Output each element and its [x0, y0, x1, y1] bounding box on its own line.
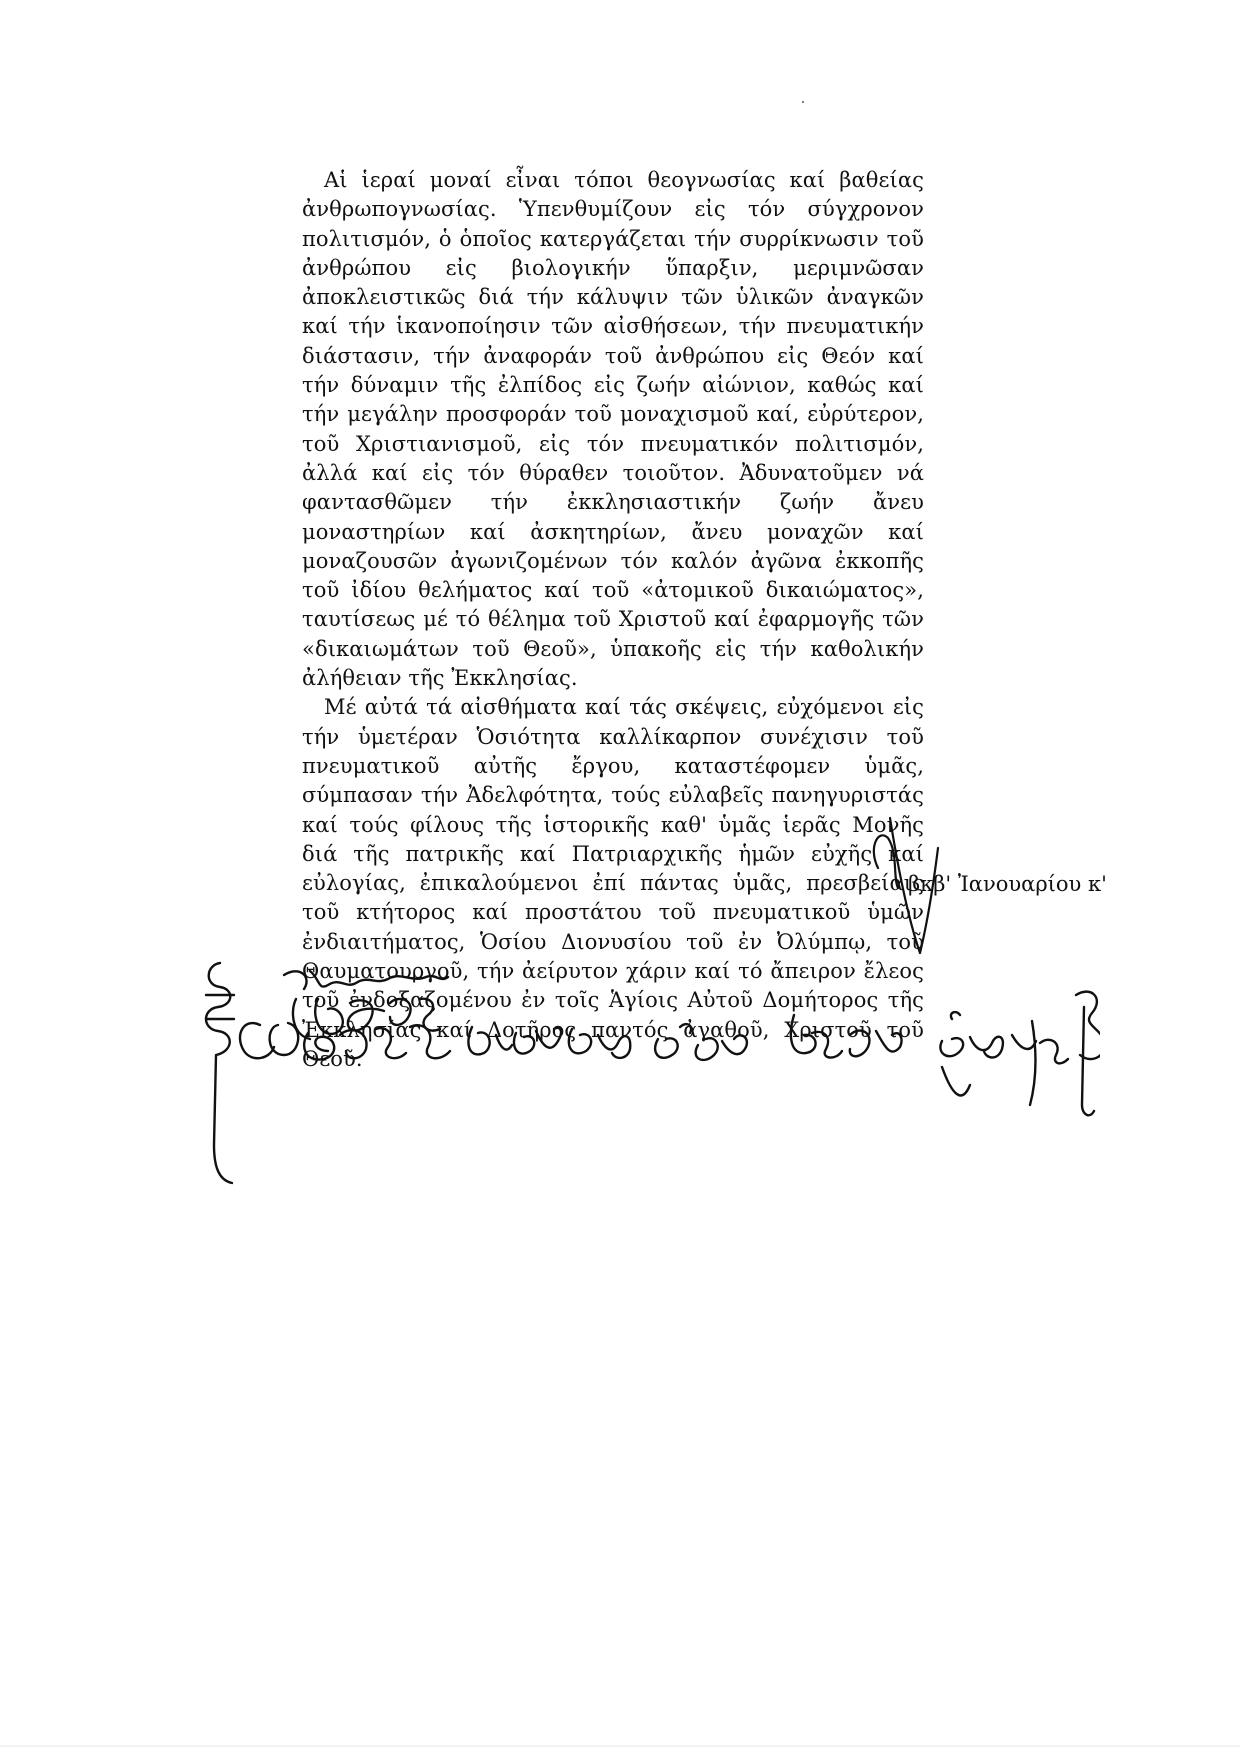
handwritten-signature	[200, 955, 1100, 1195]
scan-bottom-edge	[0, 1745, 1240, 1747]
paragraph-1: Αἱ ἱεραί μοναί εἶναι τόποι θεογνωσίας καί βαθείας ἀνθρωπογνωσίας. Ὑπενθυμίζουν εἰς τόν σύγχρονον πολιτισμόν, ὁ ὁποῖος κατεργάζεται τήν συρρίκνωσιν τοῦ ἀνθρώπου εἰς βιολογικήν ὕπαρξιν, μεριμνῶσαν ἀποκλειστικῶς διά τήν κάλυψιν τῶν ὑλικῶν ἀναγκῶν καί τήν ἱκανοποίησιν τῶν αἰσθήσεων, τήν πνευματικήν διάστασιν, τήν ἀναφοράν τοῦ ἀνθρώπου εἰς Θεόν καί τήν δύναμιν τῆς ἐλπίδος εἰς ζωήν αἰώνιον, καθώς καί τήν μεγάλην προσφοράν τοῦ μοναχισμοῦ καί, εὐρύτερον, τοῦ Χριστιανισμοῦ, εἰς τόν πνευματικόν πολιτισμόν, ἀλλά καί εἰς τόν θύραθεν τοιοῦτον. Ἀδυνατοῦμεν νά φαντασθῶμεν τήν ἐκκλησιαστικήν ζωήν ἄνευ μοναστηρίων καί ἀσκητηρίων, ἄνευ μοναχῶν καί μοναζουσῶν ἀγωνιζομένων τόν καλόν ἀγῶνα ἐκκοπῆς τοῦ ἰδίου θελήματος καί τοῦ «ἀτομικοῦ δικαιώματος», ταυτίσεως μέ τό θέλημα τοῦ Χριστοῦ καί ἐφαρμογῆς τῶν «δικαιωμάτων τοῦ Θεοῦ», ὑπακοῆς εἰς τήν καθολικήν ἀλήθειαν τῆς Ἐκκλησίας.	[302, 168, 924, 691]
letter-body	[302, 166, 924, 1074]
letter-date: βκβ' Ἰανουαρίου κ'	[908, 872, 1107, 896]
paragraph-2: Μέ αὐτά τά αἰσθήματα καί τάς σκέψεις, εὐχόμενοι εἰς τήν ὑμετέραν Ὁσιότητα καλλίκαρπον συνέχισιν τοῦ πνευματικοῦ αὐτῆς ἔργου, καταστέφομεν ὑμᾶς, σύμπασαν τήν Ἀδελφότητα, τούς εὐλαβεῖς πανηγυριστάς καί τούς φίλους τῆς ἱστορικῆς καθ' ὑμᾶς ἱερᾶς Μονῆς διά τῆς πατρικῆς καί Πατριαρχικῆς ἡμῶν εὐχῆς καί εὐλογίας, ἐπικαλούμενοι ἐπί πάντας ὑμᾶς, πρεσβείαις τοῦ κτήτορος καί προστάτου τοῦ πνευματικοῦ ὑμῶν ἐνδιαιτήματος, Ὁσίου Διονυσίου τοῦ ἐν Ὀλύμπῳ, τοῦ Θαυματουργοῦ, τήν ἀείρυτον χάριν καί τό ἄπειρον ἔλεος τοῦ ἐνδοξαζομένου ἐν τοῖς Ἁγίοις Αὐτοῦ Δομήτορος τῆς Ἐκκλησίας καί Δοτῆρος παντός ἀγαθοῦ, Χριστοῦ τοῦ Θεοῦ.	[302, 695, 924, 1071]
scan-speck	[802, 101, 804, 103]
